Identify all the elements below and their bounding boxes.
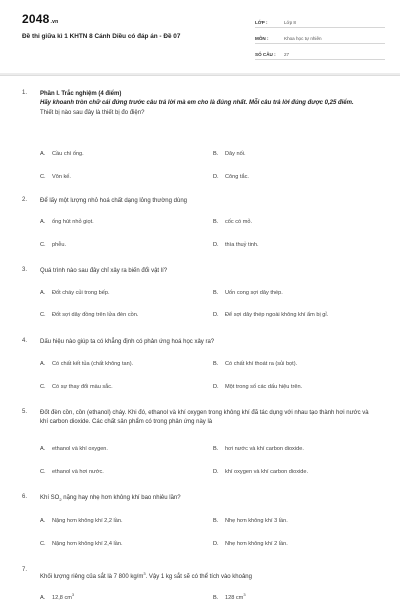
question-text <box>40 90 375 118</box>
question-number: 5. <box>22 409 28 415</box>
logo-text: 2048 <box>22 12 50 26</box>
option-letter: D. <box>213 174 219 180</box>
question-text-part: . Vậy 1 kg sắt sẽ có thể tích vào khoảng <box>145 574 252 580</box>
meta-row-subject <box>255 30 385 44</box>
option-letter: A. <box>40 151 46 157</box>
option-text: Dây nối. <box>225 151 246 157</box>
option-a[interactable] <box>40 592 74 600</box>
option-c[interactable] <box>40 541 123 547</box>
option-b[interactable] <box>213 518 288 524</box>
option-text: Để sợi dây thép ngoài không khí ẩm bị gỉ. <box>225 312 329 318</box>
option-a[interactable] <box>40 361 133 367</box>
page-header <box>0 0 400 66</box>
option-letter: B. <box>213 446 219 452</box>
meta-value: Khoa học tự nhiên <box>284 36 322 41</box>
option-c[interactable] <box>40 312 138 318</box>
option-text: Nặng hơn không khí 2,4 lần. <box>52 541 123 547</box>
option-c[interactable] <box>40 384 113 390</box>
meta-row-class <box>255 14 385 28</box>
option-text: ethanol và hơi nước. <box>52 469 104 475</box>
option-letter: A. <box>40 594 46 600</box>
option-text: thìa thuỷ tinh. <box>225 242 259 248</box>
option-text: Vôn kế. <box>52 174 71 180</box>
option-text: Nhẹ hơn không khí 3 lần. <box>225 518 288 524</box>
question-text <box>40 569 375 582</box>
question-number: 7. <box>22 567 28 573</box>
option-text: Nhẹ hơn không khí 2 lần. <box>225 541 288 547</box>
option-letter: A. <box>40 446 46 452</box>
option-b[interactable] <box>213 290 283 296</box>
superscript: 3 <box>243 592 246 597</box>
option-text: cốc có mỏ. <box>225 219 253 225</box>
option-letter: C. <box>40 312 46 318</box>
option-text: Cầu chì ống. <box>52 151 84 157</box>
exam-meta <box>255 14 385 62</box>
option-letter: C. <box>40 541 46 547</box>
section-title: Phần I. Trắc nghiệm (4 điểm) <box>40 91 122 97</box>
option-letter: A. <box>40 361 46 367</box>
option-b[interactable] <box>213 151 246 157</box>
site-logo[interactable] <box>22 12 58 26</box>
subscript: 2 <box>59 497 62 503</box>
option-text: 128 cm <box>225 594 244 600</box>
option-a[interactable] <box>40 290 110 296</box>
question-text-part: Khí SO <box>40 495 60 501</box>
question-number: 2. <box>22 197 28 203</box>
option-text: Đốt sợi dây đồng trên lửa đèn cồn. <box>52 312 139 318</box>
option-a[interactable] <box>40 151 84 157</box>
option-b[interactable] <box>213 219 252 225</box>
option-text: Đốt cháy củi trong bếp. <box>52 290 110 296</box>
question-text: Quá trình nào sau đây chỉ xảy ra biến đổi vật lí? <box>40 268 168 274</box>
question-number: 1. <box>22 90 28 96</box>
option-text: Một trong số các dấu hiệu trên. <box>225 384 303 390</box>
option-d[interactable] <box>213 174 249 180</box>
question-text: Dấu hiệu nào giúp ta có khẳng định có phản ứng hoá học xảy ra? <box>40 339 215 345</box>
option-letter: C. <box>40 174 46 180</box>
option-d[interactable] <box>213 541 288 547</box>
option-d[interactable] <box>213 469 308 475</box>
option-text: ethanol và khí oxygen. <box>52 446 108 452</box>
option-b[interactable] <box>213 361 297 367</box>
header-divider <box>0 73 400 76</box>
option-text: Công tắc. <box>225 174 249 180</box>
option-b[interactable] <box>213 446 304 452</box>
option-a[interactable] <box>40 446 108 452</box>
question-text-part: nặng hay nhẹ hơn không khí bao nhiêu lần? <box>61 495 181 501</box>
meta-value: Lớp 8 <box>284 20 296 25</box>
meta-label: MÔN : <box>255 36 269 41</box>
question-number: 4. <box>22 338 28 344</box>
option-text: khí oxygen và khí carbon dioxide. <box>225 469 309 475</box>
option-letter: D. <box>213 469 219 475</box>
option-c[interactable] <box>40 174 71 180</box>
meta-label: LỚP : <box>255 20 268 25</box>
meta-value: 27 <box>284 52 290 57</box>
logo-suffix: .vn <box>50 19 59 25</box>
option-letter: C. <box>40 384 46 390</box>
option-letter: A. <box>40 518 46 524</box>
option-letter: B. <box>213 151 219 157</box>
option-text: Uốn cong sợi dây thép. <box>225 290 283 296</box>
option-letter: C. <box>40 469 46 475</box>
option-letter: D. <box>213 541 219 547</box>
meta-row-count <box>255 46 385 60</box>
option-text: Có chất khí thoát ra (sủi bọt). <box>225 361 298 367</box>
meta-label: SỐ CÂU : <box>255 52 276 57</box>
question-prompt: Thiết bị nào sau đây là thiết bị đo điện? <box>40 109 145 116</box>
option-a[interactable] <box>40 219 94 225</box>
option-b[interactable] <box>213 592 246 600</box>
option-text: Nặng hơn không khí 2,2 lần. <box>52 518 123 524</box>
option-letter: D. <box>213 242 219 248</box>
option-letter: A. <box>40 219 46 225</box>
option-letter: B. <box>213 219 219 225</box>
option-text: phễu. <box>52 242 66 248</box>
option-letter: D. <box>213 384 219 390</box>
option-letter: B. <box>213 518 219 524</box>
option-c[interactable] <box>40 469 104 475</box>
question-number: 6. <box>22 494 28 500</box>
exam-title: Đề thi giữa kì 1 KHTN 8 Cánh Diều có đáp án - Đề 07 <box>22 33 181 40</box>
superscript: 3 <box>143 571 146 576</box>
question-text-part: Khối lượng riêng của sắt là 7 800 kg/m <box>40 574 144 580</box>
question-text: Để lấy một lượng nhỏ hoá chất dạng lỏng thường dùng <box>40 198 187 204</box>
superscript: 3 <box>71 592 75 597</box>
option-text: 12,8 cm <box>52 594 72 600</box>
option-letter: D. <box>213 312 219 318</box>
option-text: hơi nước và khí carbon dioxide. <box>225 446 304 452</box>
question-text: Đốt đèn cồn, cồn (ethanol) cháy. Khi đó, ethanol và khí oxygen trong không khí đã tác dụng với nhau tạo thành hơi nước và khí carbon dioxide. Các chất sản phẩm có trong phản ứng này là <box>40 410 369 426</box>
option-letter: C. <box>40 242 46 248</box>
option-text: Có chất kết tủa (chất không tan). <box>52 361 134 367</box>
option-text: Có sự thay đổi màu sắc. <box>52 384 113 390</box>
option-letter: B. <box>213 594 219 600</box>
section-instruction: Hãy khoanh tròn chữ cái đứng trước câu trả lời mà em cho là đúng nhất. Mỗi câu trả lời đúng được 0,25 điểm. <box>40 100 354 107</box>
question-text <box>40 494 375 505</box>
option-c[interactable] <box>40 242 66 248</box>
option-a[interactable] <box>40 518 123 524</box>
option-text: ống hút nhỏ giọt. <box>52 219 94 225</box>
option-letter: B. <box>213 361 219 367</box>
option-d[interactable] <box>213 242 259 248</box>
option-letter: A. <box>40 290 46 296</box>
option-d[interactable] <box>213 312 328 318</box>
option-d[interactable] <box>213 384 302 390</box>
option-letter: B. <box>213 290 219 296</box>
question-number: 3. <box>22 267 28 273</box>
